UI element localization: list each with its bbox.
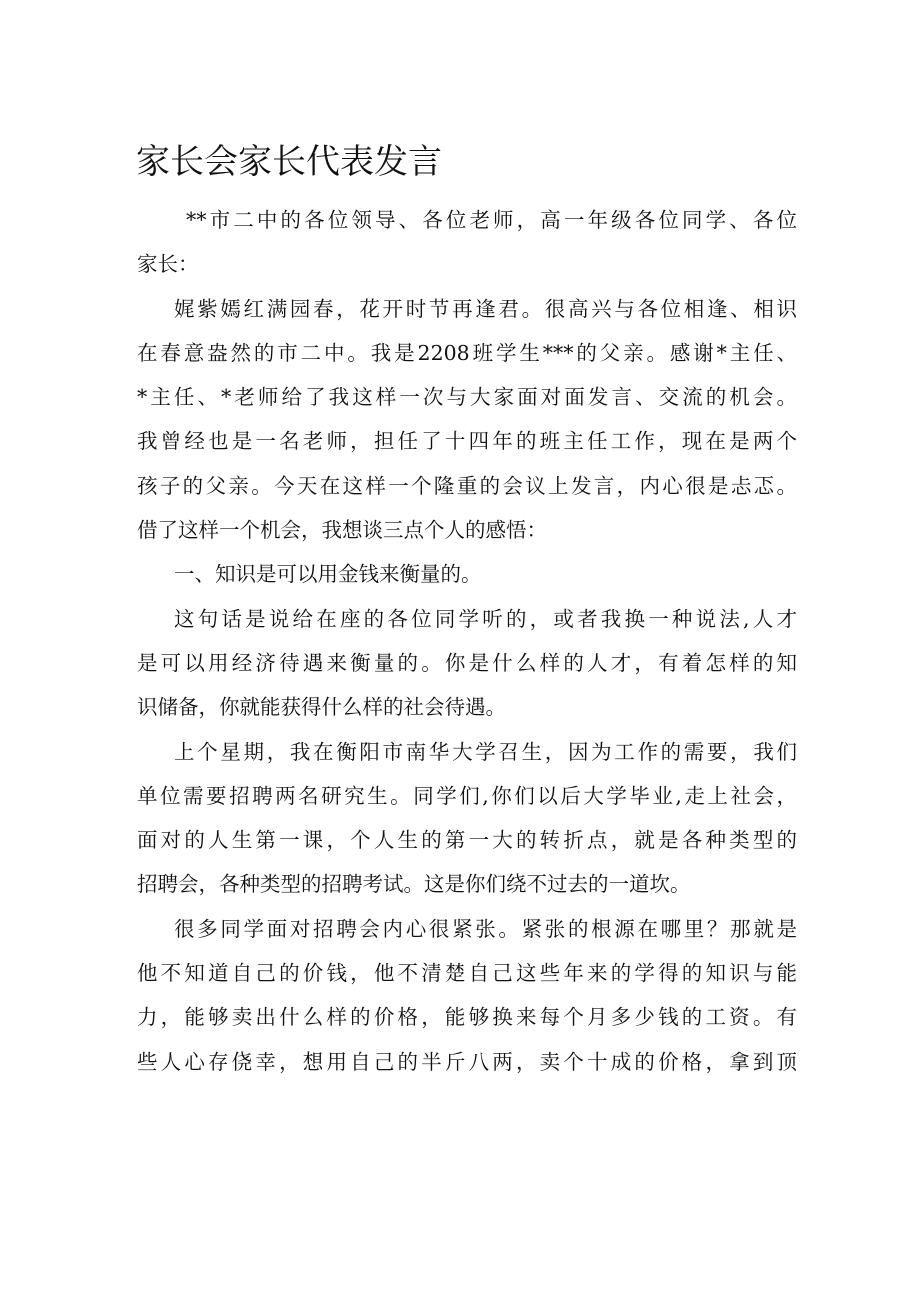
text-line: *主任、*老师给了我这样一次与大家面对面发言、交流的机会。 <box>137 385 797 410</box>
text-line: 单位需要招聘两名研究生。同学们,你们以后大学毕业,走上社会， <box>137 783 797 808</box>
text-line: 家长： <box>137 252 199 277</box>
text-line: 在春意盎然的市二中。我是2208班学生***的父亲。感谢*主任、 <box>137 340 797 365</box>
text-line: 力，能够卖出什么样的价格，能够换来每个月多少钱的工资。有 <box>137 1005 797 1030</box>
text-line: **市二中的各位领导、各位老师，高一年级各位同学、各位 <box>186 208 797 232</box>
text-line: 很多同学面对招聘会内心很紧张。紧张的根源在哪里？那就是 <box>174 916 797 941</box>
text-line: 识储备，你就能获得什么样的社会待遇。 <box>137 695 506 720</box>
document-title: 家长会家长代表发言 <box>136 142 442 182</box>
document-body <box>137 198 797 1084</box>
text-line: 面对的人生第一课，个人生的第一大的转折点，就是各种类型的 <box>137 828 797 853</box>
text-line: 些人心存侥幸，想用自己的半斤八两，卖个十成的价格，拿到顶 <box>137 1049 797 1074</box>
text-line: 孩子的父亲。今天在这样一个隆重的会议上发言，内心很是忐忑。 <box>137 473 797 498</box>
text-line: 他不知道自己的价钱，他不清楚自己这些年来的学得的知识与能 <box>137 961 797 986</box>
text-line: 上个星期，我在衡阳市南华大学召生，因为工作的需要，我们 <box>174 739 797 764</box>
section-heading: 一、知识是可以用金钱来衡量的。 <box>174 562 482 587</box>
text-line: 娓紫嫣红满园春，花开时节再逢君。很高兴与各位相逢、相识 <box>174 296 797 321</box>
text-line: 我曾经也是一名老师，担任了十四年的班主任工作，现在是两个 <box>137 429 797 454</box>
text-line: 是可以用经济待遇来衡量的。你是什么样的人才，有着怎样的知 <box>137 650 797 675</box>
text-line: 这句话是说给在座的各位同学听的，或者我换一种说法,人才 <box>174 606 797 631</box>
text-line: 借了这样一个机会，我想谈三点个人的感悟： <box>137 518 547 543</box>
text-line: 招聘会，各种类型的招聘考试。这是你们绕不过去的一道坎。 <box>137 872 691 897</box>
